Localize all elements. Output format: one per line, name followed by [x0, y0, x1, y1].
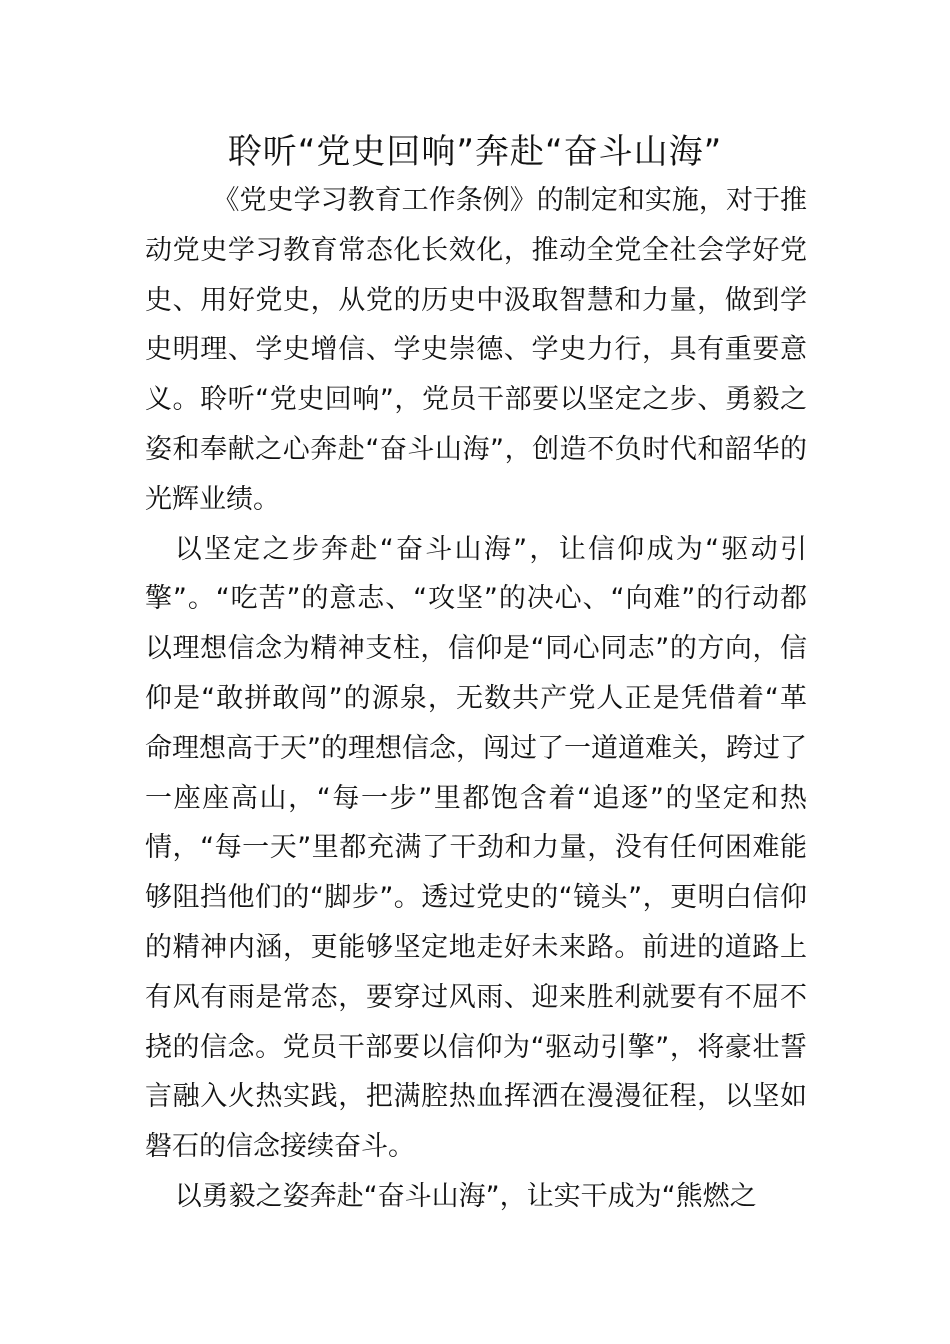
document-title: 聆听“党史回响”奔赴“奋斗山海” [227, 132, 723, 172]
document-body [145, 176, 807, 1222]
paragraph-action: 以勇毅之姿奔赴“奋斗山海”，让实干成为“熊燃之 [174, 1180, 757, 1212]
paragraph-faith: 以坚定之步奔赴“奋斗山海”，让信仰成为“驱动引擎”。“吃苦”的意志、“攻坚”的决心、“向难”的行动都以理想信念为精神支柱，信仰是“同心同志”的方向，信仰是“敢拼敢闯”的源泉，无数共产党人正是凭借着“革命理想高于天”的理想信念，闯过了一道道难关，跨过了一座座高山，“每一步”里都饱含着“追逐”的坚定和热情，“每一天”里都充满了干劲和力量，没有任何困难能够阻挡他们的“脚步”。透过党史的“镜头”，更明白信仰的精神内涵，更能够坚定地走好未来路。前进的道路上有风有雨是常态，要穿过风雨、迎来胜利就要有不屈不挠的信念。党员干部要以信仰为“驱动引擎”，将豪壮誓言融入火热实践，把满腔热血挥洒在漫漫征程，以坚如磐石的信念接续奋斗。 [145, 533, 807, 1163]
paragraph-intro: 《党史学习教育工作条例》的制定和实施，对于推动党史学习教育常态化长效化，推动全党全社会学好党史、用好党史，从党的历史中汲取智慧和力量，做到学史明理、学史增信、学史崇德、学史力行，具有重要意义。聆听“党史回响”，党员干部要以坚定之步、勇毅之姿和奉献之心奔赴“奋斗山海”，创造不负时代和韶华的光辉业绩。 [145, 185, 807, 515]
